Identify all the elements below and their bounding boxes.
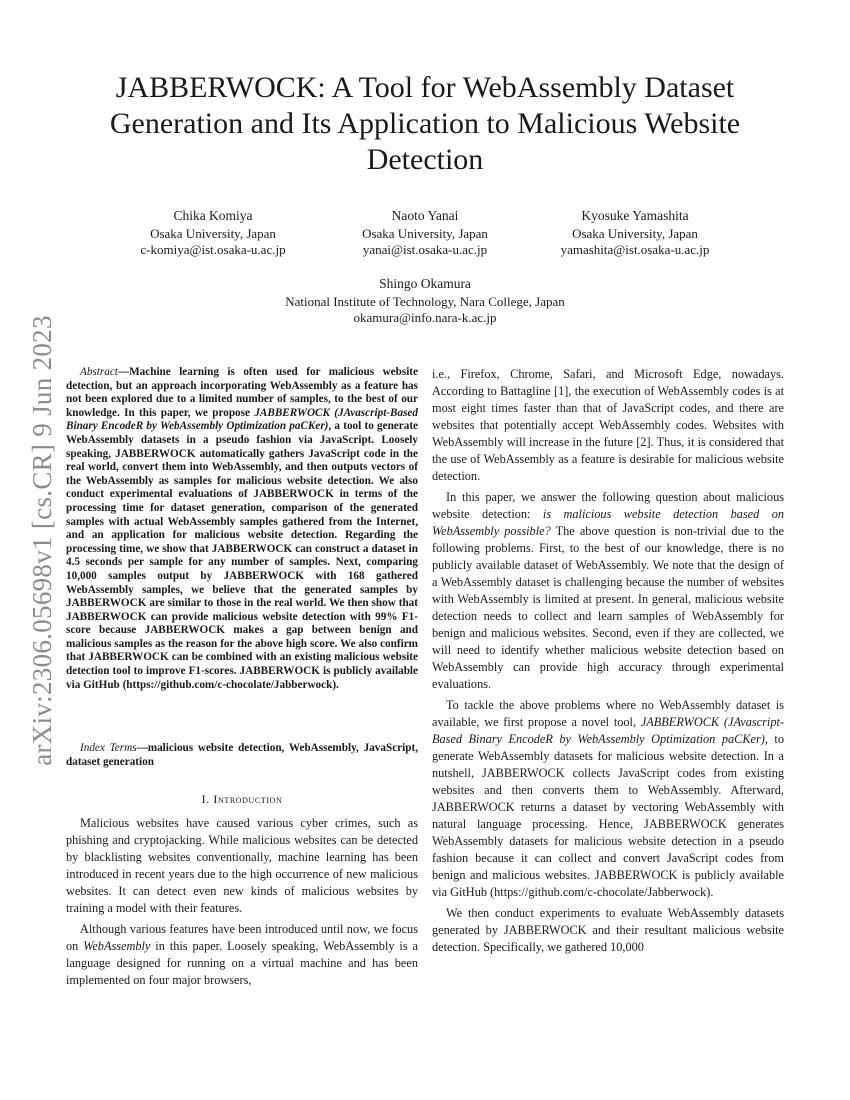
intro-paragraph-2 xyxy=(66,921,418,989)
arxiv-identifier-stamp xyxy=(14,300,70,780)
author-name: Shingo Okamura xyxy=(379,276,471,291)
index-terms xyxy=(66,742,418,769)
author-block-3 xyxy=(540,208,730,258)
section-heading-introduction: I. Introduction xyxy=(201,792,283,806)
author-affiliation: Osaka University, Japan xyxy=(150,226,276,241)
abstract-label: Abstract xyxy=(80,366,118,378)
intro-paragraph-1: Malicious websites have caused various cyber crimes, such as phishing and cryptojacking. While malicious websites can be detected by blacklisting websites conventionally, machine learning has been introduced in recent years due to the high occurrence of new malicious websites. It can detect even new kinds of malicious websites by training a model with their features. xyxy=(66,816,418,915)
paragraph-text: in this paper. Loosely speaking, WebAssembly is a language designed for running on a virtual machine and has been implemented on four major browsers, xyxy=(66,939,418,987)
paragraph-text: In this paper, we answer the following question about malicious website detection: xyxy=(432,490,784,521)
left-column-body xyxy=(66,815,418,993)
paper-title: JABBERWOCK: A Tool for WebAssembly Dataset Generation and Its Application to Malicious Website Detection xyxy=(109,71,741,176)
author-name: Chika Komiya xyxy=(173,208,253,223)
author-block-4 xyxy=(225,276,625,326)
paragraph-text: , to generate WebAssembly datasets for malicious website detection. In a nutshell, JABBERWOCK collects JavaScript codes from existing websites and then converts them to WebAssembly. Afterward, JABBERWOCK returns a dataset by vectoring WebAssembly with natural language processing. Hence, JABBERWOCK generates WebAssembly datasets for malicious website detection in a pseudo fashion because it can collect and convert JavaScript codes from benign and malicious websites. JABBERWOCK is publicly available via GitHub (https://github.com/c-chocolate/Jabberwock). xyxy=(432,732,784,899)
intro-paragraph-5 xyxy=(432,697,784,901)
paragraph-text: To tackle the above problems where no WebAssembly dataset is available, we first propose a novel tool, xyxy=(432,698,784,729)
author-block-1 xyxy=(118,208,308,258)
paragraph-text: Although various features have been introduced until now, we focus on xyxy=(66,922,418,953)
author-email: okamura@info.nara-k.ac.jp xyxy=(353,310,497,325)
author-name: Kyosuke Yamashita xyxy=(581,208,689,223)
abstract-text-part2: , a tool to generate WebAssembly datasets in a pseudo fashion via JavaScript. Loosely speaking, JABBERWOCK automatically gathers JavaScript code in the real world, convert them into WebAssembly, and then outputs vectors of the WebAssembly as samples for malicious website detection. We also conduct experimental evaluations of JABBERWOCK in terms of the processing time for dataset generation, comparison of the generated samples with actual WebAssembly samples gathered from the Internet, and an application for malicious website detection. Regarding the processing time, we show that JABBERWOCK can construct a dataset in 4.5 seconds per sample for any number of samples. Next, comparing 10,000 samples output by JABBERWOCK with 168 gathered WebAssembly samples, we believe that the generated samples by JABBERWOCK are similar to those in the real world. We then show that JABBERWOCK can provide malicious website detection with 99% F1-score because JABBERWOCK makes a gap between benign and malicious samples as the reason for the above high score. We also confirm that JABBERWOCK can be combined with an existing malicious website detection tool to improve F1-scores. JABBERWOCK is publicly available via GitHub (https://github.com/c-chocolate/Jabberwock). xyxy=(66,420,419,691)
intro-paragraph-4 xyxy=(432,489,784,693)
arxiv-identifier-text: arXiv:2306.05698v1 [cs.CR] 9 Jun 2023 xyxy=(26,314,57,766)
intro-paragraph-6: We then conduct experiments to evaluate WebAssembly datasets generated by JABBERWOCK and their resultant malicious website detection. Specifically, we gathered 10,000 xyxy=(432,906,784,954)
emphasis-text: is malicious website detection based on WebAssembly possible? xyxy=(432,507,784,538)
author-affiliation: Osaka University, Japan xyxy=(572,226,698,241)
author-affiliation: National Institute of Technology, Nara College, Japan xyxy=(285,294,565,309)
author-email: c-komiya@ist.osaka-u.ac.jp xyxy=(140,242,286,257)
author-email: yanai@ist.osaka-u.ac.jp xyxy=(362,242,488,257)
author-affiliation: Osaka University, Japan xyxy=(362,226,488,241)
abstract-tool-name: JABBERWOCK (JAvascript-Based Binary EncodeR by WebAssembly Optimization paCKer) xyxy=(66,406,418,433)
emphasis-text: JABBERWOCK (JAvascript-Based Binary EncodeR by WebAssembly Optimization paCKer) xyxy=(432,715,784,746)
abstract xyxy=(66,366,418,692)
author-block-2 xyxy=(330,208,520,258)
paragraph-text: The above question is non-trivial due to the following problems. First, to the best of our knowledge, there is no publicly available dataset of WebAssembly. We note that the design of a WebAssembly dataset is challenging because the number of websites with WebAssembly is limited at present. In general, malicious website detection needs to collect and learn samples of WebAssembly for benign and malicious websites. Second, even if they are collected, we will need to identify whether malicious website detection based on WebAssembly can provide high accuracy through experimental evaluations. xyxy=(432,524,784,691)
abstract-text-part1: —Machine learning is often used for malicious website detection, but an approach incorporating WebAssembly as a feature has not been explored due to a limited number of samples, to the best of our knowledge. In this paper, we propose xyxy=(66,366,418,419)
right-column-body xyxy=(432,366,784,960)
intro-paragraph-3: i.e., Firefox, Chrome, Safari, and Microsoft Edge, nowadays. According to Battagline [1], the execution of WebAssembly codes is at most eight times faster than that of JavaScript codes, and there are websites that potentially accept WebAssembly codes. Websites with WebAssembly will increase in the future [2]. Thus, it is considered that the use of WebAssembly as a feature is desirable for malicious website detection. xyxy=(432,367,784,483)
index-terms-text: —malicious website detection, WebAssembly, JavaScript, dataset generation xyxy=(66,742,418,768)
index-terms-label: Index Terms xyxy=(80,742,137,754)
author-email: yamashita@ist.osaka-u.ac.jp xyxy=(560,242,710,257)
emphasis-text: WebAssembly xyxy=(83,939,151,953)
author-name: Naoto Yanai xyxy=(391,208,459,223)
